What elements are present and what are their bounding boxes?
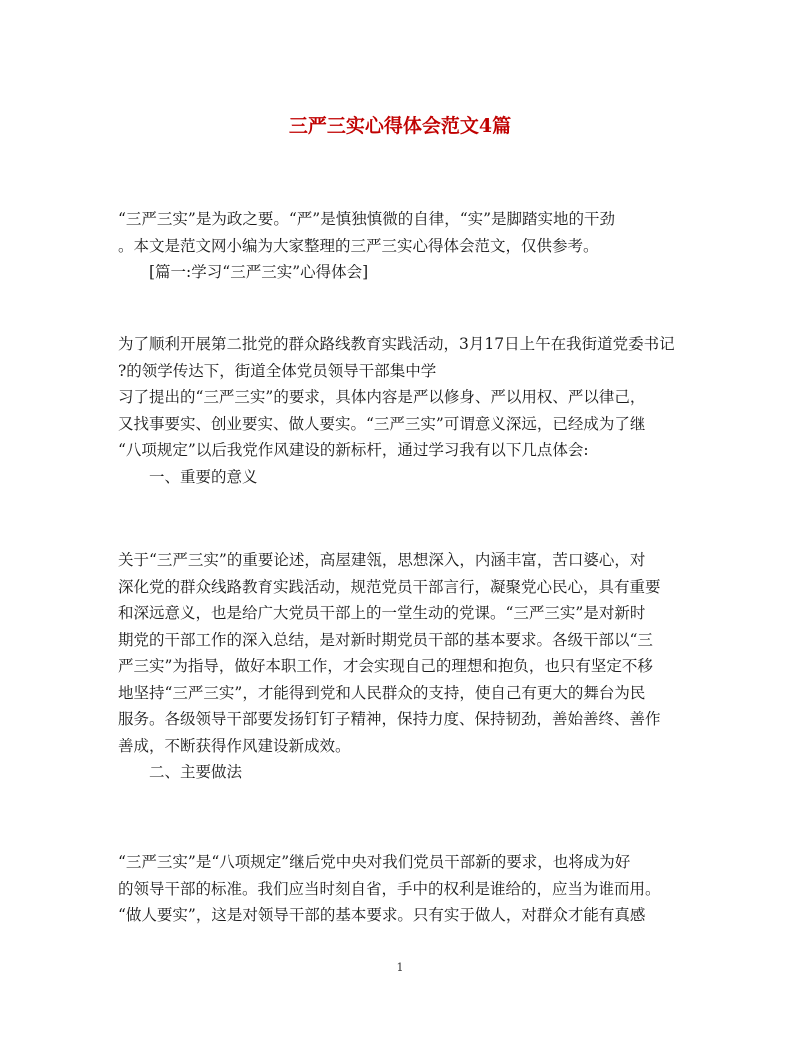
text-line: 地坚持“三严三实”，才能得到党和人民群众的支持，使自己有更大的舞台为民: [118, 683, 646, 702]
intro-paragraph: [118, 206, 664, 286]
section-heading: [篇一:学习“三严三实”心得体会]: [149, 263, 369, 281]
text-line: 和深远意义，也是给广大党员干部上的一堂生动的党课。“三严三实”是对新时: [118, 604, 646, 622]
text-line: 深化党的群众线路教育实践活动，规范党员干部言行，凝聚党心民心，具有重要: [118, 577, 661, 596]
text-line: ?的领学传达下，街道全体党员领导干部集中学: [118, 361, 437, 380]
text-line: 。本文是范文网小编为大家整理的三严三实心得体会范文，仅供参考。: [118, 236, 599, 255]
text-line: 习了提出的“三严三实”的要求，具体内容是严以修身、严以用权、严以律己，: [118, 388, 646, 406]
text-line: “做人要实”，这是对领导干部的基本要求。只有实于做人，对群众才能有真感: [118, 906, 646, 924]
text-line: “三严三实”是为政之要。“严”是慎独慎微的自律，“实”是脚踏实地的干劲: [118, 210, 616, 228]
text-line: “八项规定”以后我党作风建设的新标杆，通过学习我有以下几点体会:: [118, 441, 589, 459]
text-line: 又找事要实、创业要实、做人要实。“三严三实”可谓意义深远，已经成为了继: [118, 414, 646, 433]
paragraph-3: [118, 849, 664, 929]
text-line: 期党的干部工作的深入总结，是对新时期党员干部的基本要求。各级干部以“三: [118, 630, 653, 649]
paragraph-2: [118, 547, 664, 786]
text-line: 关于“三严三实”的重要论述，高屋建瓴，思想深入，内涵丰富，苦口婆心，对: [118, 551, 646, 569]
text-line: 为了顺利开展第二批党的群众路线教育实践活动，3月17日上午在我街道党委书记: [118, 335, 675, 353]
page-number: 1: [396, 961, 404, 974]
text-line: “三严三实”是“八项规定”继后党中央对我们党员干部新的要求，也将成为好: [118, 853, 631, 871]
text-line: 善成，不断获得作风建设新成效。: [118, 736, 351, 755]
text-line: 服务。各级领导干部要发扬钉钉子精神，保持力度、保持韧劲，善始善终、善作: [118, 710, 661, 728]
subheading-importance: 一、重要的意义: [149, 467, 258, 486]
paragraph-1: [118, 331, 675, 490]
page-title: 三严三实心得体会范文4篇: [288, 115, 512, 137]
text-line: 严三实”为指导，做好本职工作，才会实现自己的理想和抱负，也只有坚定不移: [118, 657, 653, 675]
text-line: 的领导干部的标准。我们应当时刻自省，手中的权利是谁给的，应当为谁而用。: [118, 879, 661, 898]
subheading-methods: 二、主要做法: [149, 763, 243, 781]
